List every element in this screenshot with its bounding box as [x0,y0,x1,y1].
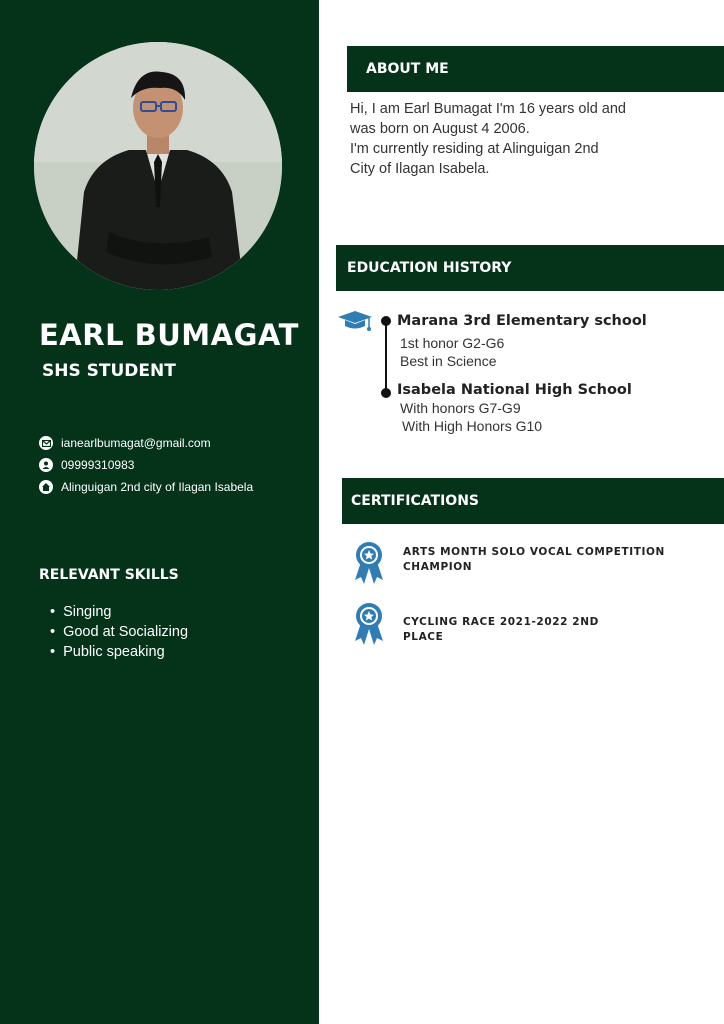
education-detail: 1st honor G2-G6 [400,335,505,351]
certification-line: CYCLING RACE 2021-2022 2ND [403,616,599,628]
about-heading-bar [347,46,724,92]
about-line: City of Ilagan Isabela. [350,161,490,177]
about-text [350,99,640,179]
about-line: Hi, I am Earl Bumagat I'm 16 years old and [350,101,626,117]
skills-list [50,602,188,662]
certification-item [403,615,673,645]
education-detail: With High Honors G10 [402,418,543,434]
skill-item: • Good at Socializing [50,622,188,642]
certifications-heading-bar [342,478,724,524]
sidebar [0,0,319,1024]
skills-heading: RELEVANT SKILLS [39,567,179,583]
graduation-cap-icon [336,309,374,338]
person-role: SHS STUDENT [42,361,176,381]
timeline-line [385,321,387,393]
contact-email[interactable] [39,436,211,450]
education-school: Isabela National High School [397,382,632,398]
contact-email-text: ianearlbumagat@gmail.com [61,436,211,450]
about-line: was born on August 4 2006. [350,121,530,137]
profile-photo [34,42,282,290]
education-school: Marana 3rd Elementary school [397,313,647,329]
education-detail: With honors G7-G9 [400,400,521,416]
certification-line: CHAMPION [403,561,473,573]
about-heading: ABOUT ME [366,61,449,77]
education-heading-bar [336,245,724,291]
award-ribbon-icon [353,601,385,652]
education-detail: Best in Science [400,353,497,369]
certification-line: PLACE [403,631,444,643]
skill-item: • Singing [50,602,188,622]
certification-line: ARTS MONTH SOLO VOCAL COMPETITION [403,546,665,558]
person-name: EARL BUMAGAT [39,318,299,352]
contact-address [39,480,253,494]
user-icon [39,458,53,472]
home-icon [39,480,53,494]
mail-icon [39,436,53,450]
education-heading: EDUCATION HISTORY [347,260,512,276]
person-photo-illustration [34,42,282,290]
skill-item: • Public speaking [50,642,188,662]
contact-phone-text: 09999310983 [61,458,135,472]
certifications-heading: CERTIFICATIONS [351,493,480,509]
award-ribbon-icon [353,540,385,591]
contact-address-text: Alinguigan 2nd city of Ilagan Isabela [61,480,254,494]
timeline-dot [381,316,391,326]
certification-item [403,545,673,575]
about-line: I'm currently residing at Alinguigan 2nd [350,141,599,157]
contact-phone[interactable] [39,458,134,472]
timeline-dot [381,388,391,398]
